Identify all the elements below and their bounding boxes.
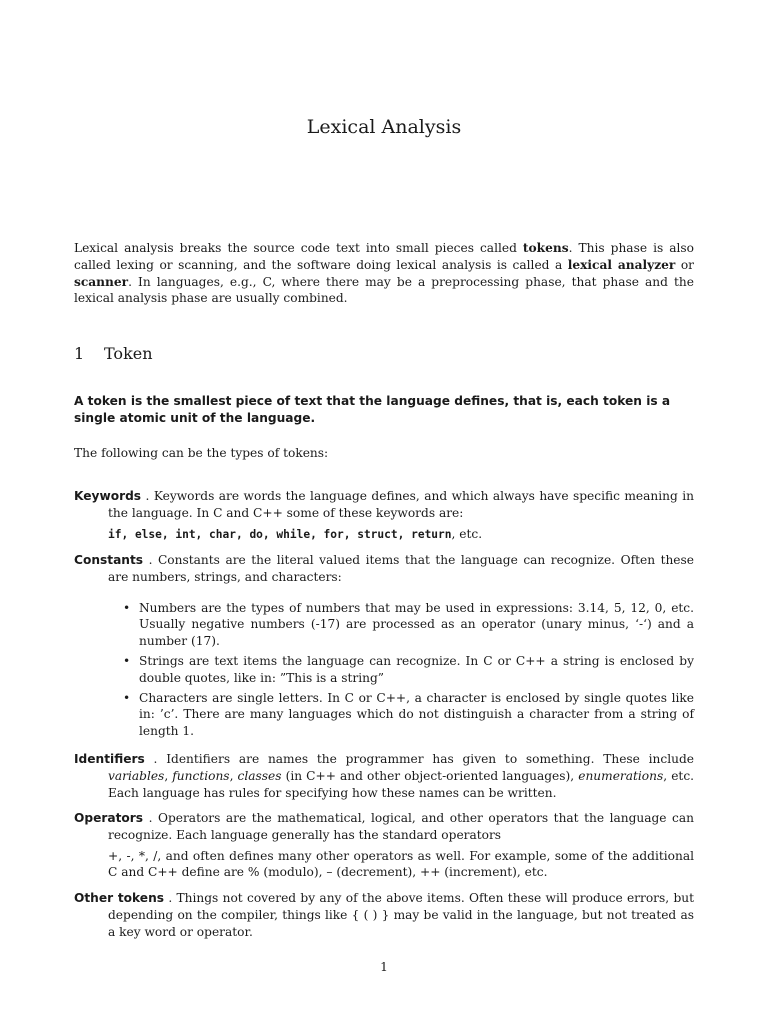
identifiers-item [74,751,694,801]
list-item [123,653,694,687]
identifiers-text-2: , [164,768,173,783]
bullet-icon: • [123,653,131,668]
list-item [123,690,694,740]
list-item [123,600,694,650]
constants-list [74,600,694,740]
other-tokens-term: Other tokens [74,891,164,905]
operators-paragraph [74,810,694,844]
operators-text: . Operators are the mathematical, logical, and other operators that the language can recognize. Each language generally has the standard operators [108,811,694,842]
keywords-item [74,488,694,543]
page-number: 1 [380,960,388,974]
identifiers-italic-functions: functions [172,768,230,783]
bullet-icon: • [123,600,131,615]
intro-bold-scanner: scanner [74,274,129,289]
identifiers-text-5: , etc. Each language has rules for specifying how these names can be written. [108,768,695,800]
identifiers-text-3: , [229,768,238,783]
keywords-code-line [74,526,694,544]
keywords-text: . Keywords are words the language defines, and which always have specific meaning in the language. In C and C++ some of these keywords are: [108,489,694,520]
section-number: 1 [74,344,85,363]
intro-bold-tokens: tokens [522,241,569,255]
constants-term: Constants [74,553,144,567]
identifiers-italic-classes: classes [237,768,282,783]
operators-term: Operators [74,811,144,825]
bullet-icon: • [123,690,131,705]
identifiers-paragraph [74,751,694,801]
identifiers-italic-variables: variables [108,768,165,783]
intro-paragraph [74,240,694,307]
constants-text: . Constants are the literal valued items that the language can recognize. Often these are numbers, strings, and characters: [108,553,694,584]
section-title: Token [104,344,153,363]
intro-bold-lexical-analyzer: lexical analyzer [567,257,676,272]
intro-text-3: or [675,257,695,272]
keywords-code: if, else, int, char, do, while, for, struct, return [108,527,452,541]
types-intro: The following can be the types of tokens: [74,446,329,460]
operators-sub-paragraph: +, -, *, /, and often defines many other operators as well. For example, some of the additional C and C++ define are % (modulo), – (decrement), ++ (increment), etc. [108,848,694,880]
constants-paragraph [74,552,694,586]
bullet-numbers: Numbers are the types of numbers that may be used in expressions: 3.14, 5, 12, 0, etc. Usually negative numbers (-17) are processed as an operator (unary minus, ‘-‘) and a number (17). [139,600,694,649]
intro-text-1: Lexical analysis breaks the source code text into small pieces called [74,241,523,255]
other-tokens-item [74,890,694,940]
intro-text-4: . In languages, e.g., C, where there may be a preprocessing phase, that phase and the lexical analysis phase are usually combined. [74,274,694,306]
identifiers-term: Identifiers [74,752,145,766]
operators-item [74,810,694,881]
bullet-characters: Characters are single letters. In C or C++, a character is enclosed by single quotes like in: ’c’. There are many languages which do not distinguish a character from a string of length 1. [139,690,694,739]
token-definition: A token is the smallest piece of text that the language defines, that is, each token is a single atomic unit of the language. [74,394,671,426]
section-heading [74,344,153,363]
identifiers-text-4: (in C++ and other object-oriented languages), [281,768,579,783]
keywords-code-suffix: , etc. [451,526,483,541]
other-tokens-text: . Things not covered by any of the above items. Often these will produce errors, but depending on the compiler, things like { ( ) } may be valid in the language, but not treated as a key word or operator. [108,891,694,939]
intro-text-2: . This phase is also called lexing or scanning, and the software doing lexical analysis is called a [74,241,694,272]
identifiers-text-1: . Identifiers are names the programmer has given to something. These include [144,752,694,766]
bullet-strings: Strings are text items the language can recognize. In C or C++ a string is enclosed by double quotes, like in: ”This is a string” [139,653,694,685]
keywords-term: Keywords [74,489,142,503]
identifiers-italic-enumerations: enumerations [578,768,664,783]
constants-item [74,552,694,743]
keywords-paragraph [74,488,694,522]
other-tokens-paragraph [74,890,694,940]
document-title: Lexical Analysis [306,116,462,138]
